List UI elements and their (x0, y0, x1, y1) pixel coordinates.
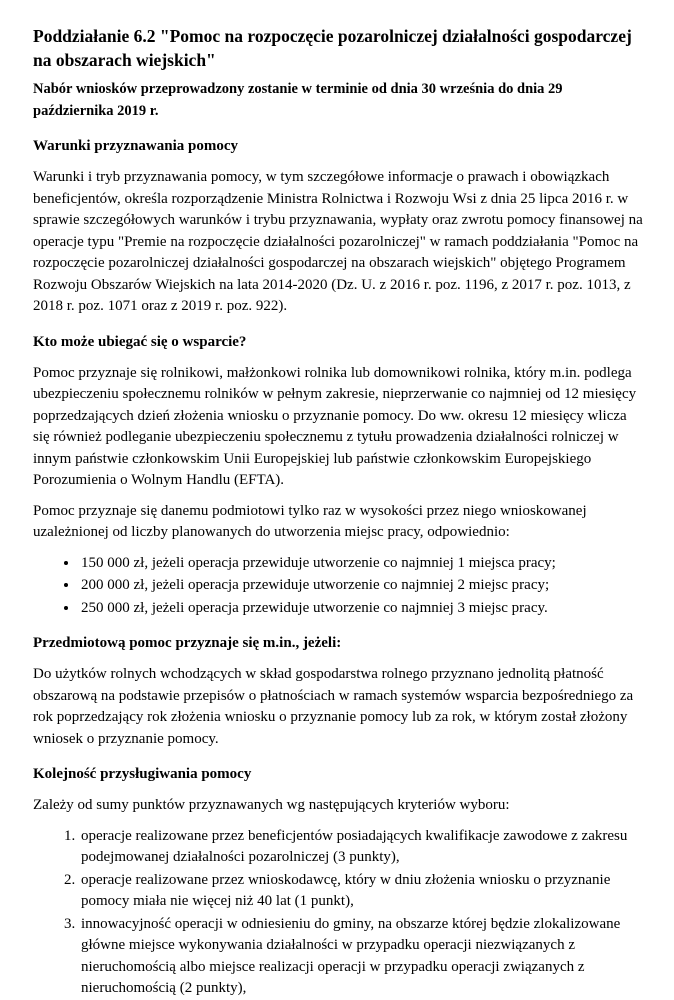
section-heading-przedmiotowa-pomoc: Przedmiotową pomoc przyznaje się m.in., jeżeli: (33, 635, 342, 651)
selection-criteria-numbered-list (33, 826, 644, 1000)
aid-amounts-bullet-list (33, 553, 644, 620)
numbered-item-kwalifikacje: 1. operacje realizowane przez beneficjentów posiadających kwalifikacje zawodowe z zakresu podejmowanej działalności pozarolniczej (3 punkty), (79, 826, 644, 869)
paragraph-przedmiotowa-pomoc: Do użytków rolnych wchodzących w skład gospodarstwa rolnego przyznano jednolitą płatność obszarową na podstawie przepisów o płatnościach w ramach systemów wsparcia bezpośredniego za rok poprzedzający rok złożenia wniosku o przyznanie pomocy lub za rok, w którym został złożony wniosek o przyznanie pomocy. (33, 666, 634, 747)
paragraph-kto-moze-2: Pomoc przyznaje się danemu podmiotowi tylko raz w wysokości przez niego wnioskowanej uzależnionej od liczby planowanych do utworzenia miejsc pracy, odpowiednio: (33, 502, 587, 540)
intro-deadline-text: Nabór wniosków przeprowadzony zostanie w terminie od dnia 30 września do dnia 29 października 2019 r. (33, 81, 563, 119)
section-heading-kto-moze-ubiegac: Kto może ubiegać się o wsparcie? (33, 333, 247, 350)
section-heading-kolejnosc-przyslugiwania: Kolejność przysługiwania pomocy (33, 766, 252, 782)
bullet-item-amount-200000: • 200 000 zł, jeżeli operacja przewiduje utworzenie co najmniej 2 miejsc pracy; (79, 575, 644, 597)
paragraph-warunki: Warunki i tryb przyznawania pomocy, w tym szczegółowe informacje o prawach i obowiązkach beneficjentów, określa rozporządzenie Ministra Rolnictwa i Rozwoju Wsi z dnia 25 lipca 2016 r. w sprawie szczegółowych warunków i trybu przyznawania, wypłaty oraz zwrotu pomocy finansowej na operacje typu "Premie na rozpoczęcie działalności pozarolniczej" w ramach poddziałania "Pomoc na rozpoczęcie pozarolniczej działalności gospodarczej na obszarach wiejskich" objętego Programem Rozwoju Obszarów Wiejskich na lata 2014-2020 (Dz. U. z 2016 r. poz. 1196, z 2017 r. poz. 1013, z 2018 r. poz. 1071 oraz z 2019 r. poz. 922). (33, 169, 643, 314)
numbered-item-wiek: 2. operacje realizowane przez wnioskodawcę, który w dniu złożenia wniosku o przyznanie pomocy miała nie więcej niż 40 lat (1 punkt), (79, 870, 644, 913)
bullet-item-amount-250000: • 250 000 zł, jeżeli operacja przewiduje utworzenie co najmniej 3 miejsc pracy. (79, 598, 644, 620)
section-heading-warunki-przyznawania: Warunki przyznawania pomocy (33, 138, 239, 154)
bullet-item-amount-150000: • 150 000 zł, jeżeli operacja przewiduje utworzenie co najmniej 1 miejsca pracy; (79, 553, 644, 575)
numbered-item-innowacyjnosc: 3. innowacyjność operacji w odniesieniu do gminy, na obszarze której będzie zlokalizowane główne miejsce wykonywania działalności w przypadku operacji niezwiązanych z nieruchomością albo miejsce realizacji operacji w przypadku operacji związanych z nieruchomością (2 punkty), (79, 914, 644, 1000)
paragraph-kto-moze-1: Pomoc przyznaje się rolnikowi, małżonkowi rolnika lub domownikowi rolnika, który m.in. podlega ubezpieczeniu społecznemu rolników w pełnym zakresie, nieprzerwanie co najmniej od 12 miesięcy poprzedzających dzień złożenia wniosku o przyznanie pomocy. Do ww. okresu 12 miesięcy wlicza się również podleganie ubezpieczeniu społecznemu z tytułu prowadzenia działalności rolniczej w innym państwie członkowskim Unii Europejskiej lub państwie członkowskim Europejskiego Porozumienia o Wolnym Handlu (EFTA). (33, 364, 637, 488)
page-title: Poddziałanie 6.2 "Pomoc na rozpoczęcie pozarolniczej działalności gospodarczej na obszarach wiejskich" (33, 26, 632, 70)
paragraph-kolejnosc-intro: Zależy od sumy punktów przyznawanych wg następujących kryteriów wyboru: (33, 797, 510, 813)
